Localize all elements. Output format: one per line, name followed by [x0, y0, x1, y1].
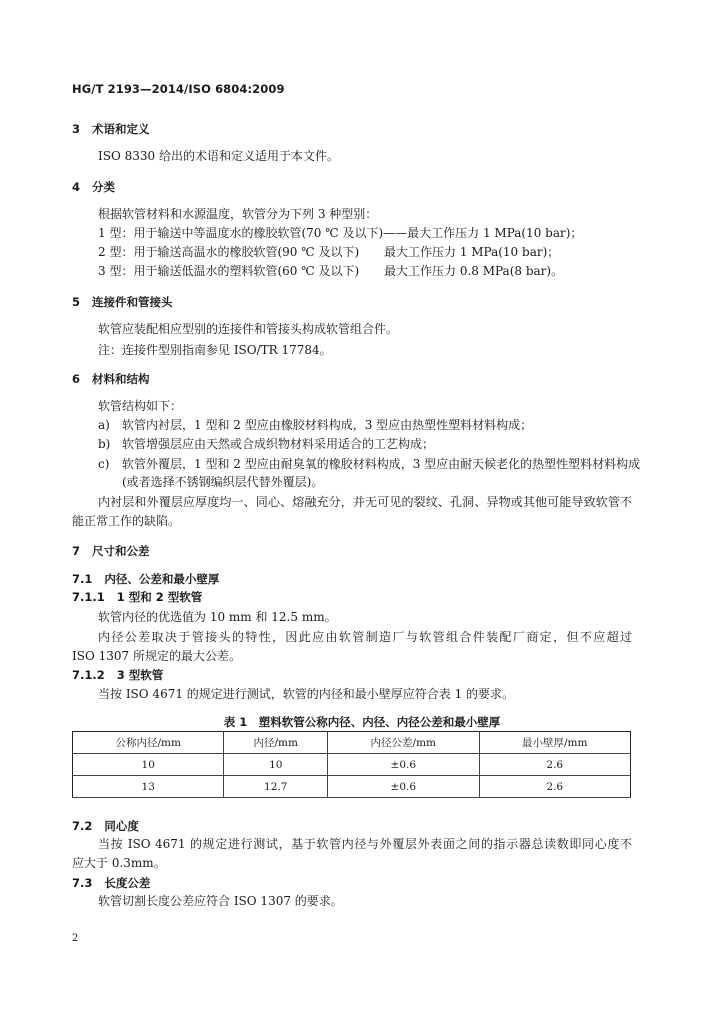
section-number: 4	[72, 180, 81, 194]
section-number: 7.1	[72, 572, 93, 586]
section-5-text: 软管应装配相应型别的连接件和管接头构成软管组合件。	[98, 322, 399, 336]
section-7-1-2-heading	[72, 667, 163, 683]
section-3-heading	[72, 121, 150, 137]
section-7-1-1-heading	[72, 589, 202, 605]
table-cell: 2.6	[479, 776, 631, 798]
section-number: 7	[72, 544, 81, 558]
standard-header: HG/T 2193—2014/ISO 6804:2009	[72, 82, 285, 96]
table-cell: 10	[224, 754, 328, 776]
table-cell: 10	[73, 754, 224, 776]
section-title: 同心度	[104, 819, 139, 833]
type-1-line: 1 型：用于输送中等温度水的橡胶软管(70 ℃ 及以下)——最大工作压力 1 MPa(10 bar)；	[98, 226, 583, 240]
section-4-heading	[72, 179, 115, 195]
spec-table	[72, 731, 631, 798]
section-6-intro: 软管结构如下：	[98, 399, 183, 413]
section-number: 6	[72, 372, 81, 386]
table-header-row	[73, 732, 631, 754]
header-diameter-tolerance: 内径公差/mm	[328, 732, 479, 754]
header-inside-diameter: 内径/mm	[224, 732, 328, 754]
section-title: 连接件和管接头	[92, 295, 173, 309]
list-item-b: 软管增强层应由天然或合成织物材料采用适合的工艺构成；	[122, 437, 435, 451]
section-number: 3	[72, 122, 81, 136]
section-6-heading	[72, 371, 150, 387]
type-2-pressure: 最大工作压力 1 MPa(10 bar)；	[384, 245, 560, 259]
table-row	[73, 776, 631, 798]
section-7-2-paragraph: 当按 ISO 4671 的规定进行测试，基于软管内径与外覆层外表面之间的指示器总读数即同心度不	[98, 837, 632, 851]
list-item-c-cont: (或者选择不锈钢编织层代替外覆层)。	[122, 475, 324, 489]
type-2-desc: 2 型：用于输送高温水的橡胶软管(90 ℃ 及以下)	[98, 245, 360, 259]
section-7-1-2-text: 当按 ISO 4671 的规定进行测试，软管的内径和最小壁厚应符合表 1 的要求。	[98, 687, 515, 701]
section-4-intro: 根据软管材料和水源温度，软管分为下列 3 种型别：	[98, 207, 378, 221]
section-7-heading	[72, 543, 150, 559]
list-label-c: c)	[98, 457, 110, 471]
section-7-2-heading	[72, 818, 139, 834]
section-title: 分类	[92, 180, 116, 194]
section-5-note: 注：连接件型别指南参见 ISO/TR 17784。	[98, 343, 332, 357]
section-5-heading	[72, 294, 173, 310]
list-item-c: 软管外覆层，1 型和 2 型应由耐臭氧的橡胶材料构成，3 型应由耐天候老化的热塑性塑料材料构成	[122, 457, 641, 471]
section-title: 长度公差	[104, 876, 151, 890]
section-title: 1 型和 2 型软管	[116, 590, 203, 604]
section-6-paragraph: 内衬层和外覆层应厚度均一、同心、熔融充分，并无可见的裂纹、孔洞、异物或其他可能导致软管不	[98, 495, 632, 509]
section-7-3-text: 软管切割长度公差应符合 ISO 1307 的要求。	[98, 894, 343, 908]
table-cell: ±0.6	[328, 776, 479, 798]
section-number: 5	[72, 295, 81, 309]
header-nominal-bore: 公称内径/mm	[73, 732, 224, 754]
section-number: 7.1.1	[72, 590, 105, 604]
list-label-b: b)	[98, 437, 111, 451]
table-cell: ±0.6	[328, 754, 479, 776]
section-3-text: ISO 8330 给出的术语和定义适用于本文件。	[98, 149, 339, 163]
table-caption: 表 1 塑料软管公称内径、内径、内径公差和最小壁厚	[223, 715, 501, 729]
table-cell: 2.6	[479, 754, 631, 776]
section-title: 术语和定义	[92, 122, 150, 136]
type-3-pressure: 最大工作压力 0.8 MPa(8 bar)。	[384, 264, 564, 278]
section-number: 7.3	[72, 876, 93, 890]
section-title: 内径、公差和最小壁厚	[104, 572, 220, 586]
section-7-1-1-text: 软管内径的优选值为 10 mm 和 12.5 mm。	[98, 610, 337, 624]
table-cell: 13	[73, 776, 224, 798]
page-number: 2	[72, 933, 79, 944]
list-label-a: a)	[98, 418, 110, 432]
table-cell: 12.7	[224, 776, 328, 798]
section-7-1-heading	[72, 571, 219, 587]
section-7-2-paragraph-cont: 应大于 0.3mm。	[72, 856, 166, 870]
section-title: 尺寸和公差	[92, 544, 150, 558]
header-min-wall-thickness: 最小壁厚/mm	[479, 732, 631, 754]
list-item-a: 软管内衬层，1 型和 2 型应由橡胶材料构成，3 型应由热塑性塑料材料构成；	[122, 418, 533, 432]
type-3-desc: 3 型：用于输送低温水的塑料软管(60 ℃ 及以下)	[98, 264, 360, 278]
section-title: 3 型软管	[116, 668, 164, 682]
section-7-1-1-paragraph: 内径公差取决于管接头的特性，因此应由软管制造厂与软管组合件装配厂商定，但不应超过	[98, 630, 632, 644]
section-7-1-1-paragraph-cont: ISO 1307 所规定的最大公差。	[72, 649, 241, 663]
section-number: 7.2	[72, 819, 93, 833]
section-title: 材料和结构	[92, 372, 150, 386]
table-row	[73, 754, 631, 776]
section-number: 7.1.2	[72, 668, 105, 682]
section-6-paragraph-cont: 能正常工作的缺陷。	[72, 514, 181, 528]
section-7-3-heading	[72, 875, 150, 891]
